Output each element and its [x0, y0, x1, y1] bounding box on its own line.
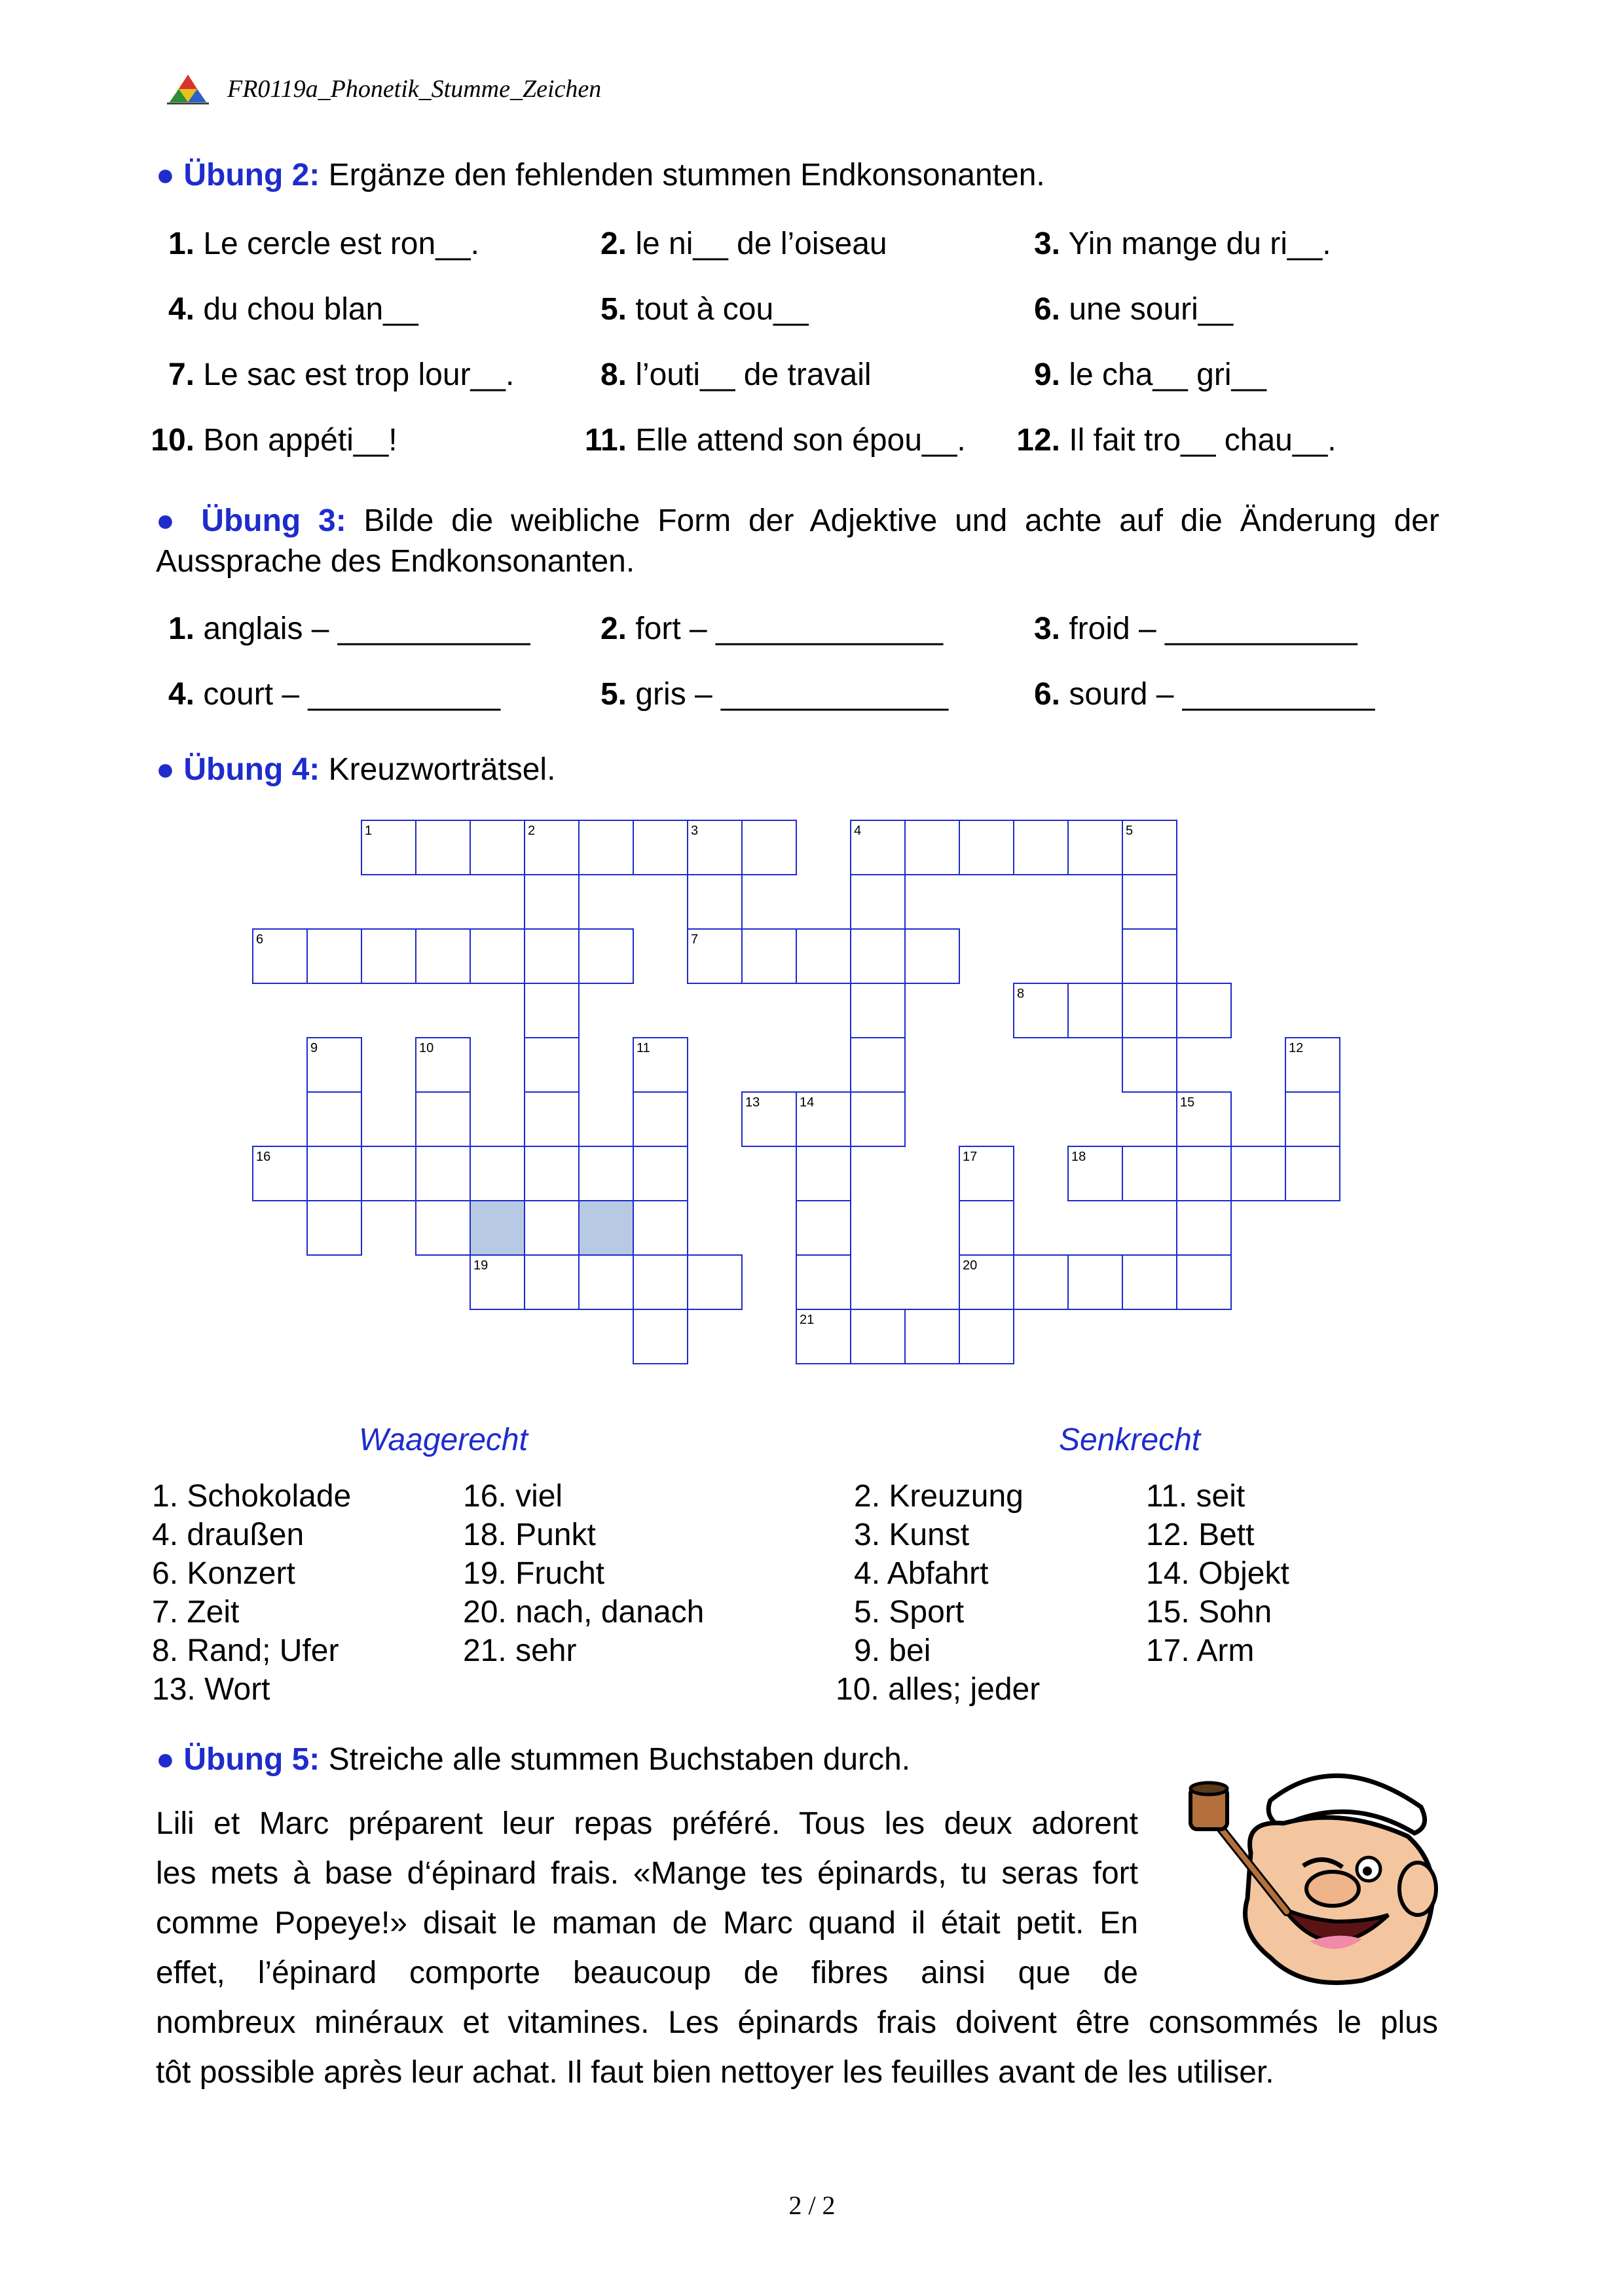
exercise-5-text-wrapped: [156, 1799, 1138, 1998]
crossword-number: 13: [745, 1095, 760, 1110]
crossword-cell[interactable]: [851, 1092, 905, 1146]
clue: 18. Punkt: [463, 1518, 596, 1552]
clue: 16. viel: [463, 1479, 563, 1514]
ex2-item: 10. Bon appéti__!: [151, 423, 397, 458]
crossword-cell[interactable]: [1177, 983, 1231, 1038]
crossword-cell[interactable]: [525, 929, 579, 983]
crossword-number: 18: [1071, 1150, 1086, 1164]
crossword-number: 21: [800, 1313, 815, 1327]
exercise-4-instruction: Kreuzworträtsel.: [328, 752, 556, 787]
crossword-cell[interactable]: [851, 929, 905, 983]
clue: 9. bei: [854, 1633, 931, 1668]
text-line: effet, l’épinard comporte beaucoup de fibres ainsi que de: [156, 1956, 1138, 1990]
crossword-cell[interactable]: [742, 820, 796, 875]
document-title: FR0119a_Phonetik_Stumme_Zeichen: [227, 75, 602, 103]
text-line: tôt possible après leur achat. Il faut bien nettoyer les feuilles avant de les utiliser.: [156, 2055, 1274, 2090]
crossword-number: 6: [256, 932, 264, 947]
clue: 21. sehr: [463, 1633, 577, 1668]
crossword-cell[interactable]: [579, 1255, 633, 1309]
exercise-3-instruction: Bilde die weibliche Form der Adjektive und achte auf die Änderung der Aussprache des Endkonsonanten.: [156, 503, 1439, 579]
crossword-cell[interactable]: [1122, 875, 1177, 929]
crossword-cell[interactable]: [307, 1201, 361, 1255]
crossword-cell[interactable]: [525, 875, 579, 929]
exercise-5-label: ● Übung 5:: [156, 1742, 320, 1777]
exercise-5-text-full: [156, 1998, 1438, 2098]
ex2-item: 5. tout à cou__: [600, 292, 809, 327]
crossword-cell[interactable]: [1068, 820, 1122, 875]
crossword-number: 11: [637, 1041, 650, 1055]
ex2-item: 2. le ni__ de l’oiseau: [600, 227, 887, 261]
crossword-cell[interactable]: [633, 1146, 688, 1201]
crossword-cell[interactable]: [1122, 1146, 1177, 1201]
crossword-number: 12: [1289, 1041, 1304, 1055]
crossword-number: 4: [854, 824, 862, 838]
crossword-cell[interactable]: [851, 1038, 905, 1092]
crossword-cell[interactable]: [1014, 1255, 1068, 1309]
clue: 14. Objekt: [1146, 1556, 1289, 1591]
crossword-number: 14: [800, 1095, 815, 1110]
crossword-cell[interactable]: [633, 1255, 688, 1309]
crossword-cell[interactable]: [416, 1201, 470, 1255]
crossword-cell[interactable]: [470, 929, 525, 983]
crossword-cell[interactable]: [905, 1309, 959, 1364]
crossword-cell[interactable]: [1068, 1255, 1122, 1309]
down-title: Senkrecht: [1059, 1423, 1201, 1457]
crossword-cell[interactable]: [1177, 1201, 1231, 1255]
crossword-cell[interactable]: [959, 1309, 1014, 1364]
crossword-cell[interactable]: [688, 875, 742, 929]
ex3-item: 2. fort – _____________: [600, 611, 944, 646]
ex2-item: 12. Il fait tro__ chau__.: [1016, 423, 1337, 458]
crossword-cell[interactable]: [1014, 820, 1068, 875]
crossword-cell[interactable]: [525, 1146, 579, 1201]
crossword-cell[interactable]: [307, 929, 361, 983]
crossword-cell[interactable]: [633, 1201, 688, 1255]
exercise-5-heading: [156, 1741, 910, 1777]
clue: 11. seit: [1146, 1479, 1246, 1514]
across-title: Waagerecht: [359, 1423, 528, 1457]
crossword-cell[interactable]: [1177, 1255, 1231, 1309]
clue: 20. nach, danach: [463, 1595, 705, 1630]
crossword-cell[interactable]: [1122, 929, 1177, 983]
crossword-cell[interactable]: [525, 983, 579, 1038]
crossword-cell[interactable]: [796, 1255, 851, 1309]
clue: 6. Konzert: [152, 1556, 295, 1591]
ex3-item: 6. sourd – ___________: [1033, 677, 1375, 712]
crossword-cell-shaded[interactable]: [579, 1201, 633, 1255]
crossword-cell[interactable]: [633, 1092, 688, 1146]
clue: 3. Kunst: [854, 1518, 970, 1552]
crossword-cell[interactable]: [416, 1146, 470, 1201]
crossword-cell[interactable]: [525, 1201, 579, 1255]
across-clues-col1: [152, 1477, 352, 1709]
clue: 10. alles; jeder: [836, 1672, 1041, 1707]
crossword-number: 16: [256, 1150, 271, 1164]
crossword-cell[interactable]: [525, 1092, 579, 1146]
crossword-cell[interactable]: [796, 1146, 851, 1201]
crossword-cell-shaded[interactable]: [470, 1201, 525, 1255]
ex2-item: 7. Le sac est trop lour__.: [168, 357, 515, 392]
crossword-cell[interactable]: [416, 1092, 470, 1146]
ex3-item: 4. court – ___________: [168, 677, 501, 712]
crossword-number: 1: [365, 824, 373, 838]
page-number: 2 / 2: [788, 2191, 836, 2220]
crossword-cell[interactable]: [633, 820, 688, 875]
ex2-item: 4. du chou blan__: [168, 292, 418, 327]
clue: 7. Zeit: [152, 1595, 240, 1630]
crossword-cell[interactable]: [796, 929, 851, 983]
exercise-4-label: ● Übung 4:: [156, 752, 320, 787]
ex2-item: 1. Le cercle est ron__.: [168, 227, 479, 261]
clue: 2. Kreuzung: [854, 1479, 1024, 1514]
crossword-cell[interactable]: [1285, 1092, 1340, 1146]
crossword-number: 9: [310, 1041, 318, 1055]
clue: 12. Bett: [1146, 1518, 1255, 1552]
crossword-cell[interactable]: [579, 929, 633, 983]
crossword-number: 3: [691, 824, 699, 838]
crossword-cell[interactable]: [416, 820, 470, 875]
ex2-item: 11. Elle attend son épou__.: [584, 423, 966, 458]
crossword-number: 19: [473, 1258, 489, 1273]
crossword-cell[interactable]: [307, 1146, 361, 1201]
crossword-cell[interactable]: [905, 820, 959, 875]
down-clues-col2: [1146, 1477, 1289, 1670]
ex2-item: 8. l’outi__ de travail: [600, 357, 872, 392]
crossword-cell[interactable]: [1285, 1146, 1340, 1201]
clue: 19. Frucht: [463, 1556, 605, 1591]
text-line: comme Popeye!» disait le maman de Marc quand il était petit. En: [156, 1906, 1138, 1941]
across-clues-col2: [463, 1477, 704, 1670]
crossword-cell[interactable]: [525, 1038, 579, 1092]
crossword-cell[interactable]: [1122, 1255, 1177, 1309]
exercise-2-instruction: Ergänze den fehlenden stummen Endkonsonanten.: [328, 158, 1045, 192]
crossword-cell[interactable]: [1122, 1038, 1177, 1092]
crossword-cell[interactable]: [1068, 983, 1122, 1038]
crossword-cell[interactable]: [851, 875, 905, 929]
crossword-number: 2: [528, 824, 536, 838]
clue: 17. Arm: [1146, 1633, 1255, 1668]
crossword-cell[interactable]: [416, 929, 470, 983]
clue: 13. Wort: [152, 1672, 270, 1707]
crossword-cell[interactable]: [742, 929, 796, 983]
ex3-item: 3. froid – ___________: [1033, 611, 1357, 646]
crossword-cell[interactable]: [851, 1309, 905, 1364]
ex2-item: 9. le cha__ gri__: [1033, 357, 1266, 392]
clue: 15. Sohn: [1146, 1595, 1272, 1630]
exercise-5-instruction: Streiche alle stummen Buchstaben durch.: [328, 1742, 911, 1777]
exercise-2-label: ● Übung 2:: [156, 158, 320, 192]
crossword-cell[interactable]: [361, 929, 416, 983]
crossword-cell[interactable]: [851, 983, 905, 1038]
crossword-cell[interactable]: [1177, 1146, 1231, 1201]
down-clues-col1: [836, 1477, 1040, 1709]
crossword-cell[interactable]: [307, 1092, 361, 1146]
crossword-cell[interactable]: [470, 820, 525, 875]
ex3-item: 1. anglais – ___________: [168, 611, 530, 646]
crossword-cell[interactable]: [1122, 983, 1177, 1038]
text-line: les mets à base d‘épinard frais. «Mange tes épinards, tu seras fort: [156, 1856, 1138, 1891]
crossword-cell[interactable]: [633, 1309, 688, 1364]
crossword-cell[interactable]: [796, 1201, 851, 1255]
ex3-item: 5. gris – _____________: [600, 677, 949, 712]
crossword-number: 15: [1180, 1095, 1195, 1110]
clue: 8. Rand; Ufer: [152, 1633, 339, 1668]
clue: 4. Abfahrt: [854, 1556, 989, 1591]
text-line: nombreux minéraux et vitamines. Les épinards frais doivent être consommés le plus: [156, 2005, 1438, 2040]
crossword-number: 7: [691, 932, 699, 947]
text-line: Lili et Marc préparent leur repas préféré. Tous les deux adorent: [156, 1806, 1138, 1841]
crossword-cell[interactable]: [959, 1201, 1014, 1255]
clue: 5. Sport: [854, 1595, 965, 1630]
crossword-cell[interactable]: [579, 820, 633, 875]
crossword-cell[interactable]: [579, 1146, 633, 1201]
crossword-number: 10: [419, 1041, 434, 1055]
clue: 4. draußen: [152, 1518, 304, 1552]
popeye-cartoon-icon: [1172, 1755, 1447, 1990]
clue: 1. Schokolade: [152, 1479, 352, 1514]
crossword-number: 20: [963, 1258, 978, 1273]
ex2-item: 6. une souri__: [1033, 292, 1234, 327]
crossword-cell[interactable]: [905, 929, 959, 983]
ex2-item: 3. Yin mange du ri__.: [1033, 227, 1331, 261]
crossword-cell[interactable]: [688, 1255, 742, 1309]
crossword-number: 8: [1017, 987, 1025, 1001]
crossword-cell[interactable]: [470, 1146, 525, 1201]
crossword-cell[interactable]: [1231, 1146, 1285, 1201]
crossword-cell[interactable]: [525, 1255, 579, 1309]
crossword-number: 17: [963, 1150, 978, 1164]
crossword-number: 5: [1126, 824, 1134, 838]
exercise-3-label: ● Übung 3:: [156, 503, 346, 538]
crossword-cell[interactable]: [361, 1146, 416, 1201]
crossword-cell[interactable]: [959, 820, 1014, 875]
